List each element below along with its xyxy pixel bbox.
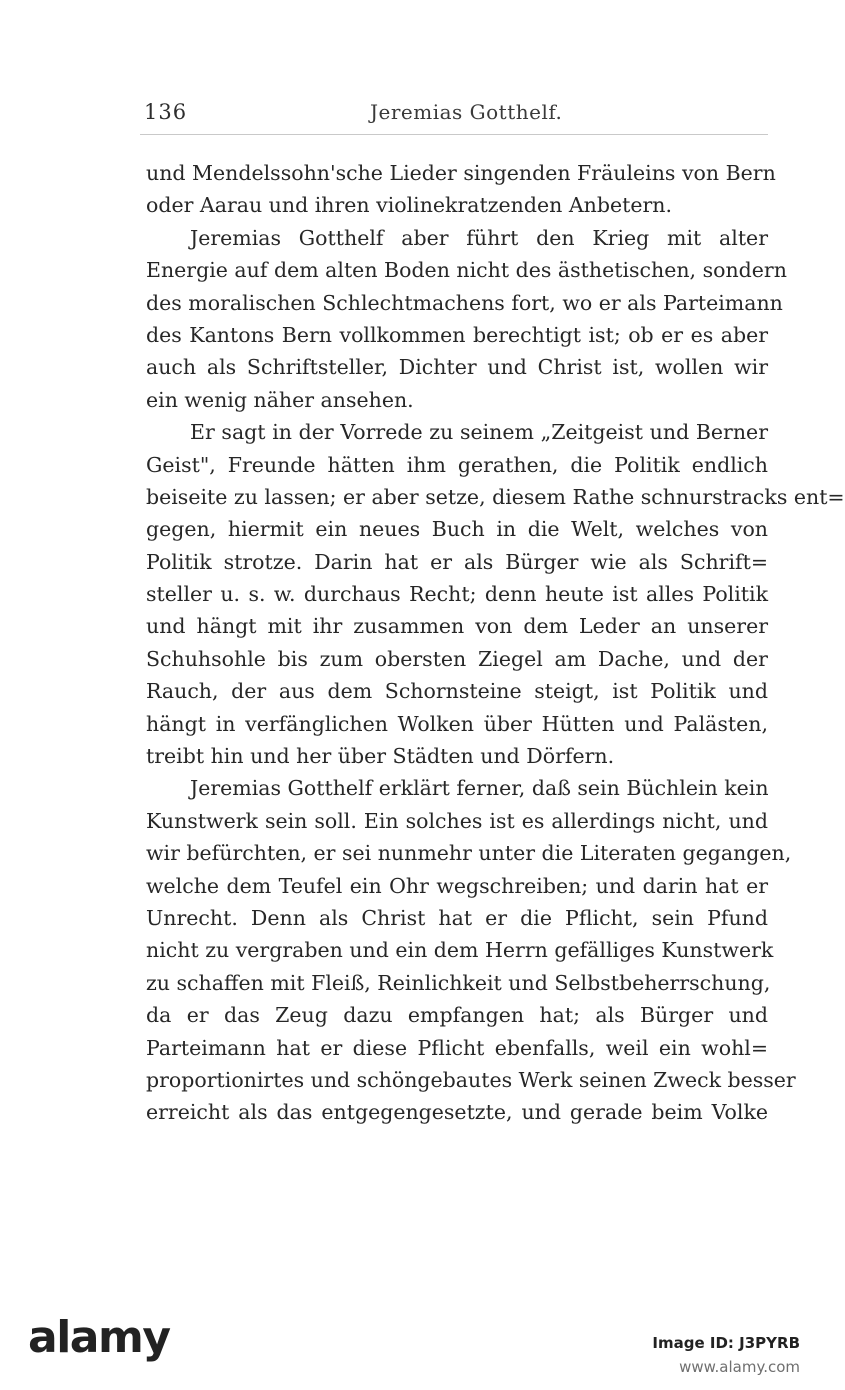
text-line: gegen, hiermit ein neues Buch in die Welt, welches von xyxy=(146,517,768,542)
running-head: Jeremias Gotthelf. xyxy=(370,100,563,124)
body-text xyxy=(146,157,845,1129)
text-line: Parteimann hat er diese Pflicht ebenfalls, weil ein wohl= xyxy=(146,1035,768,1060)
text-line: Unrecht. Denn als Christ hat er die Pflicht, sein Pfund xyxy=(146,905,768,930)
page-header xyxy=(140,100,770,136)
text-line: Er sagt in der Vorrede zu seinem „Zeitgeist und Berner xyxy=(190,420,768,445)
text-line: des moralischen Schlechtmachens fort, wo er als Parteimann xyxy=(146,290,783,315)
site-url: www.alamy.com xyxy=(679,1358,800,1376)
text-line: steller u. s. w. durchaus Recht; denn heute ist alles Politik xyxy=(146,582,768,607)
text-line: auch als Schriftsteller, Dichter und Christ ist, wollen wir xyxy=(146,355,768,380)
text-line: wir befürchten, er sei nunmehr unter die Literaten gegangen, xyxy=(146,841,792,866)
alamy-logo: alamy xyxy=(28,1312,170,1363)
text-line: treibt hin und her über Städten und Dörfern. xyxy=(146,744,615,769)
text-line: Schuhsohle bis zum obersten Ziegel am Dache, und der xyxy=(146,646,768,671)
text-line: Rauch, der aus dem Schornsteine steigt, ist Politik und xyxy=(146,679,768,704)
stock-watermark-bar xyxy=(0,1300,830,1390)
text-line: Energie auf dem alten Boden nicht des ästhetischen, sondern xyxy=(146,258,787,283)
text-line: Politik strotze. Darin hat er als Bürger wie als Schrift= xyxy=(146,549,768,574)
text-line: erreicht als das entgegengesetzte, und gerade beim Volke xyxy=(146,1100,768,1125)
text-line: Jeremias Gotthelf erklärt ferner, daß sein Büchlein kein xyxy=(190,776,769,801)
text-line: Jeremias Gotthelf aber führt den Krieg mit alter xyxy=(190,225,768,250)
text-line: nicht zu vergraben und ein dem Herrn gefälliges Kunstwerk xyxy=(146,938,774,963)
text-line: oder Aarau und ihren violinekratzenden Anbetern. xyxy=(146,193,673,218)
text-line: und Mendelssohn'sche Lieder singenden Fräuleins von Bern xyxy=(146,161,776,185)
text-line: Geist", Freunde hätten ihm gerathen, die Politik endlich xyxy=(146,452,768,477)
text-line: beiseite zu lassen; er aber setze, diesem Rathe schnurstracks ent= xyxy=(146,484,845,509)
text-line: zu schaffen mit Fleiß, Reinlichkeit und Selbstbeherrschung, xyxy=(146,970,771,995)
text-line: da er das Zeug dazu empfangen hat; als Bürger und xyxy=(146,1003,768,1028)
page-number: 136 xyxy=(144,100,188,124)
text-line: welche dem Teufel ein Ohr wegschreiben; und darin hat er xyxy=(146,873,768,898)
header-rule xyxy=(140,134,768,135)
text-line: ein wenig näher ansehen. xyxy=(146,387,414,412)
text-line: und hängt mit ihr zusammen von dem Leder an unserer xyxy=(146,614,768,639)
text-line: proportionirtes und schöngebautes Werk seinen Zweck besser xyxy=(146,1067,796,1092)
text-line: hängt in verfänglichen Wolken über Hütten und Palästen, xyxy=(146,711,768,736)
text-line: Kunstwerk sein soll. Ein solches ist es allerdings nicht, und xyxy=(146,808,768,833)
image-id: Image ID: J3PYRB xyxy=(652,1334,800,1352)
text-line: des Kantons Bern vollkommen berechtigt ist; ob er es aber xyxy=(146,322,768,347)
